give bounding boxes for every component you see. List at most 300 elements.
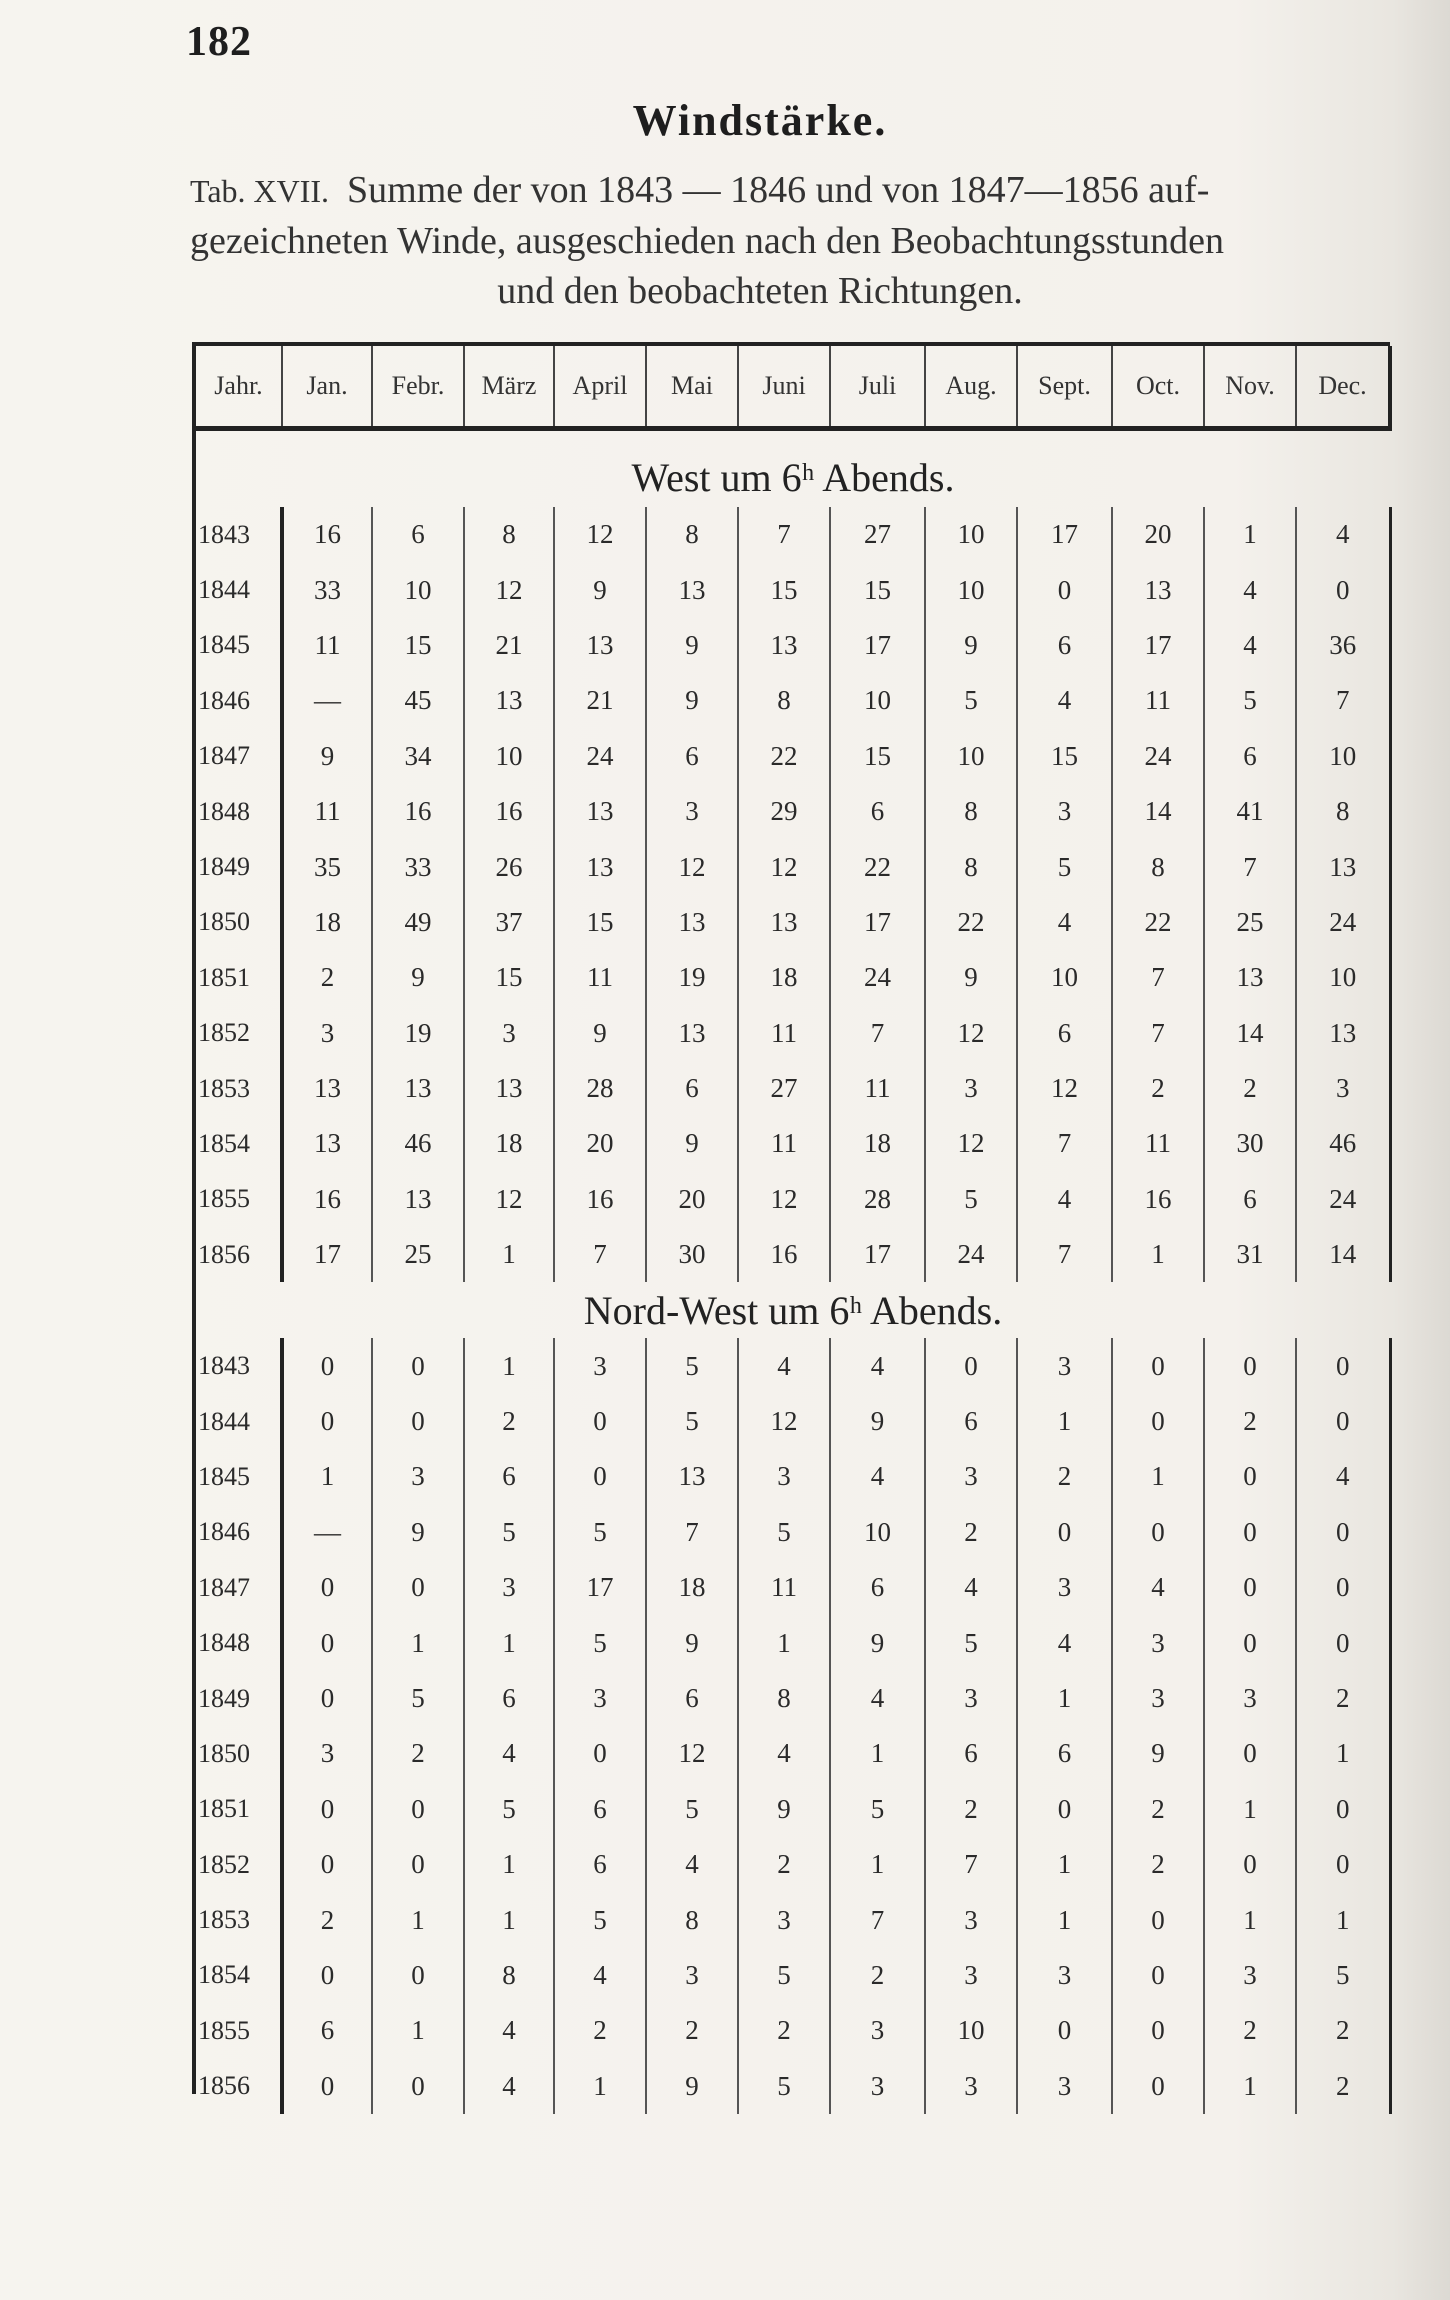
value-cell: 18 (646, 1560, 738, 1615)
table-row (196, 1227, 1390, 1282)
value-cell: 1 (464, 1227, 554, 1282)
year-cell: 1851 (196, 950, 282, 1005)
value-cell: 0 (282, 1671, 372, 1726)
value-cell: 1 (464, 1892, 554, 1947)
table-row (196, 1449, 1390, 1504)
value-cell: 12 (646, 1726, 738, 1781)
value-cell: 0 (925, 1338, 1017, 1393)
value-cell: 1 (738, 1615, 830, 1670)
value-cell: 4 (738, 1338, 830, 1393)
value-cell: 8 (738, 673, 830, 728)
value-cell: 21 (464, 618, 554, 673)
value-cell: 2 (1112, 1061, 1204, 1116)
table-row (196, 507, 1390, 562)
value-cell: 6 (554, 1837, 646, 1892)
column-header: Mai (646, 346, 738, 429)
value-cell: 6 (925, 1726, 1017, 1781)
value-cell: 5 (925, 673, 1017, 728)
value-cell: 0 (372, 1560, 464, 1615)
value-cell: 17 (1112, 618, 1204, 673)
table-row (196, 1782, 1390, 1837)
value-cell: 7 (1112, 1006, 1204, 1061)
value-cell: 7 (1112, 950, 1204, 1005)
value-cell: 2 (1204, 2003, 1296, 2058)
value-cell: 17 (1017, 507, 1112, 562)
value-cell: 2 (372, 1726, 464, 1781)
table-row (196, 1116, 1390, 1171)
table-row (196, 1338, 1390, 1393)
value-cell: 2 (738, 1837, 830, 1892)
value-cell: 21 (554, 673, 646, 728)
year-cell: 1851 (196, 1782, 282, 1837)
value-cell: 4 (830, 1671, 925, 1726)
value-cell: 6 (554, 1782, 646, 1837)
value-cell: 25 (372, 1227, 464, 1282)
value-cell: 0 (1204, 1726, 1296, 1781)
table-row (196, 1671, 1390, 1726)
table-row (196, 1006, 1390, 1061)
value-cell: 4 (1017, 1172, 1112, 1227)
year-cell: 1855 (196, 1172, 282, 1227)
value-cell: 37 (464, 895, 554, 950)
value-cell: 3 (464, 1560, 554, 1615)
column-header: Febr. (372, 346, 464, 429)
value-cell: 10 (1017, 950, 1112, 1005)
value-cell: 1 (554, 2059, 646, 2114)
wind-table (196, 346, 1392, 2114)
value-cell: 17 (830, 1227, 925, 1282)
value-cell: 0 (282, 1338, 372, 1393)
value-cell: 2 (554, 2003, 646, 2058)
value-cell: 17 (282, 1227, 372, 1282)
value-cell: 16 (464, 784, 554, 839)
year-cell: 1843 (196, 507, 282, 562)
value-cell: 7 (830, 1892, 925, 1947)
value-cell: 8 (464, 507, 554, 562)
value-cell: 36 (1296, 618, 1390, 673)
value-cell: 9 (646, 1615, 738, 1670)
value-cell: 17 (830, 895, 925, 950)
value-cell: 6 (646, 1671, 738, 1726)
year-cell: 1844 (196, 1394, 282, 1449)
year-cell: 1853 (196, 1892, 282, 1947)
value-cell: 13 (1204, 950, 1296, 1005)
value-cell: 19 (372, 1006, 464, 1061)
value-cell: 7 (1017, 1116, 1112, 1171)
value-cell: 4 (464, 1726, 554, 1781)
value-cell: 22 (738, 729, 830, 784)
value-cell: 11 (738, 1006, 830, 1061)
value-cell: 18 (282, 895, 372, 950)
value-cell: 46 (1296, 1116, 1390, 1171)
value-cell: 12 (464, 562, 554, 617)
value-cell: 3 (925, 1892, 1017, 1947)
value-cell: 12 (738, 1394, 830, 1449)
value-cell: 1 (464, 1338, 554, 1393)
value-cell: 0 (1112, 2059, 1204, 2114)
value-cell: 5 (738, 1948, 830, 2003)
value-cell: 3 (925, 1671, 1017, 1726)
value-cell: 3 (646, 1948, 738, 2003)
value-cell: 6 (1204, 729, 1296, 784)
value-cell: 6 (372, 507, 464, 562)
value-cell: 0 (1296, 562, 1390, 617)
value-cell: 3 (282, 1726, 372, 1781)
value-cell: 12 (925, 1116, 1017, 1171)
value-cell: 13 (554, 618, 646, 673)
value-cell: 0 (1112, 2003, 1204, 2058)
table-row (196, 729, 1390, 784)
value-cell: 14 (1112, 784, 1204, 839)
value-cell: 6 (830, 784, 925, 839)
value-cell: 15 (372, 618, 464, 673)
table-row (196, 895, 1390, 950)
wind-table-frame (192, 342, 1390, 2101)
caption-line-1-text: Summe der von 1843 — 1846 und von 1847—1856 auf- (347, 169, 1210, 211)
value-cell: 0 (282, 1615, 372, 1670)
year-cell: 1856 (196, 1227, 282, 1282)
section-heading: West um 6ʰ Abends. (631, 455, 955, 500)
value-cell: 45 (372, 673, 464, 728)
value-cell: 3 (925, 1449, 1017, 1504)
value-cell: 10 (925, 562, 1017, 617)
value-cell: 13 (282, 1116, 372, 1171)
value-cell: 6 (830, 1560, 925, 1615)
value-cell: 28 (554, 1061, 646, 1116)
value-cell: 3 (925, 1061, 1017, 1116)
value-cell: 7 (925, 1837, 1017, 1892)
value-cell: 1 (830, 1726, 925, 1781)
caption-line-1 (190, 165, 1390, 216)
value-cell: 11 (1112, 673, 1204, 728)
column-header: Juni (738, 346, 830, 429)
table-row (196, 1726, 1390, 1781)
value-cell: 6 (1017, 1006, 1112, 1061)
value-cell: 13 (738, 618, 830, 673)
year-cell: 1856 (196, 2059, 282, 2114)
value-cell: 6 (646, 729, 738, 784)
value-cell: 2 (1017, 1449, 1112, 1504)
value-cell: 13 (1112, 562, 1204, 617)
value-cell: 13 (646, 1006, 738, 1061)
value-cell: 5 (925, 1615, 1017, 1670)
value-cell: 10 (464, 729, 554, 784)
value-cell: 20 (646, 1172, 738, 1227)
value-cell: 9 (925, 950, 1017, 1005)
table-row (196, 950, 1390, 1005)
value-cell: 8 (925, 784, 1017, 839)
value-cell: 4 (1296, 507, 1390, 562)
value-cell: 3 (830, 2059, 925, 2114)
year-cell: 1845 (196, 618, 282, 673)
value-cell: 0 (1017, 562, 1112, 617)
value-cell: 24 (1296, 895, 1390, 950)
value-cell: 0 (1112, 1338, 1204, 1393)
value-cell: 3 (1112, 1671, 1204, 1726)
value-cell: 10 (925, 507, 1017, 562)
value-cell: 9 (554, 1006, 646, 1061)
value-cell: 5 (646, 1394, 738, 1449)
value-cell: 20 (1112, 507, 1204, 562)
value-cell: 9 (646, 618, 738, 673)
value-cell: 10 (1296, 950, 1390, 1005)
value-cell: 3 (646, 784, 738, 839)
value-cell: 2 (830, 1948, 925, 2003)
value-cell: 0 (1204, 1615, 1296, 1670)
value-cell: 28 (830, 1172, 925, 1227)
table-row (196, 562, 1390, 617)
value-cell: 0 (1296, 1837, 1390, 1892)
value-cell: 12 (925, 1006, 1017, 1061)
table-header-row (196, 346, 1390, 429)
value-cell: 2 (1204, 1061, 1296, 1116)
value-cell: 3 (1017, 1338, 1112, 1393)
value-cell: 11 (554, 950, 646, 1005)
value-cell: 8 (464, 1948, 554, 2003)
column-header: Nov. (1204, 346, 1296, 429)
value-cell: 17 (830, 618, 925, 673)
value-cell: 3 (372, 1449, 464, 1504)
value-cell: 2 (1296, 1671, 1390, 1726)
value-cell: 22 (925, 895, 1017, 950)
value-cell: 15 (738, 562, 830, 617)
value-cell: 7 (738, 507, 830, 562)
table-caption (190, 165, 1390, 316)
value-cell: — (282, 673, 372, 728)
year-cell: 1849 (196, 1671, 282, 1726)
year-cell: 1854 (196, 1948, 282, 2003)
value-cell: 24 (830, 950, 925, 1005)
value-cell: 0 (372, 1338, 464, 1393)
value-cell: 1 (1296, 1892, 1390, 1947)
value-cell: 5 (925, 1172, 1017, 1227)
value-cell: 0 (1296, 1615, 1390, 1670)
value-cell: 13 (646, 562, 738, 617)
value-cell: — (282, 1505, 372, 1560)
value-cell: 14 (1296, 1227, 1390, 1282)
value-cell: 1 (1112, 1449, 1204, 1504)
value-cell: 11 (282, 784, 372, 839)
value-cell: 16 (1112, 1172, 1204, 1227)
value-cell: 0 (554, 1726, 646, 1781)
year-cell: 1854 (196, 1116, 282, 1171)
value-cell: 3 (1017, 1948, 1112, 2003)
value-cell: 0 (1204, 1837, 1296, 1892)
value-cell: 7 (1017, 1227, 1112, 1282)
value-cell: 13 (646, 1449, 738, 1504)
value-cell: 0 (1296, 1560, 1390, 1615)
value-cell: 5 (738, 1505, 830, 1560)
year-cell: 1848 (196, 784, 282, 839)
value-cell: 6 (1204, 1172, 1296, 1227)
value-cell: 7 (646, 1505, 738, 1560)
value-cell: 0 (372, 1394, 464, 1449)
year-cell: 1847 (196, 729, 282, 784)
value-cell: 16 (282, 507, 372, 562)
value-cell: 9 (554, 562, 646, 617)
value-cell: 11 (1112, 1116, 1204, 1171)
value-cell: 2 (925, 1782, 1017, 1837)
value-cell: 4 (554, 1948, 646, 2003)
value-cell: 1 (464, 1615, 554, 1670)
value-cell: 4 (738, 1726, 830, 1781)
value-cell: 0 (372, 1782, 464, 1837)
value-cell: 4 (830, 1338, 925, 1393)
value-cell: 4 (1296, 1449, 1390, 1504)
value-cell: 10 (1296, 729, 1390, 784)
value-cell: 5 (372, 1671, 464, 1726)
value-cell: 2 (738, 2003, 830, 2058)
value-cell: 0 (282, 1782, 372, 1837)
year-cell: 1849 (196, 839, 282, 894)
value-cell: 13 (554, 784, 646, 839)
value-cell: 3 (1296, 1061, 1390, 1116)
value-cell: 24 (1296, 1172, 1390, 1227)
value-cell: 10 (372, 562, 464, 617)
value-cell: 1 (1112, 1227, 1204, 1282)
value-cell: 0 (554, 1449, 646, 1504)
value-cell: 4 (464, 2003, 554, 2058)
value-cell: 0 (372, 2059, 464, 2114)
value-cell: 4 (830, 1449, 925, 1504)
value-cell: 0 (1204, 1338, 1296, 1393)
value-cell: 13 (464, 673, 554, 728)
value-cell: 1 (1204, 2059, 1296, 2114)
value-cell: 13 (464, 1061, 554, 1116)
value-cell: 29 (738, 784, 830, 839)
value-cell: 31 (1204, 1227, 1296, 1282)
column-header: Oct. (1112, 346, 1204, 429)
value-cell: 0 (1204, 1449, 1296, 1504)
value-cell: 3 (830, 2003, 925, 2058)
value-cell: 10 (830, 673, 925, 728)
year-cell: 1845 (196, 1449, 282, 1504)
value-cell: 19 (646, 950, 738, 1005)
value-cell: 5 (554, 1505, 646, 1560)
value-cell: 0 (282, 1837, 372, 1892)
table-row (196, 1172, 1390, 1227)
value-cell: 12 (646, 839, 738, 894)
value-cell: 16 (282, 1172, 372, 1227)
value-cell: 5 (646, 1338, 738, 1393)
value-cell: 9 (646, 673, 738, 728)
value-cell: 1 (372, 1892, 464, 1947)
value-cell: 16 (738, 1227, 830, 1282)
table-row (196, 839, 1390, 894)
value-cell: 5 (464, 1505, 554, 1560)
table-row (196, 1615, 1390, 1670)
value-cell: 18 (830, 1116, 925, 1171)
table-row (196, 1394, 1390, 1449)
value-cell: 33 (282, 562, 372, 617)
value-cell: 2 (1296, 2059, 1390, 2114)
value-cell: 6 (646, 1061, 738, 1116)
value-cell: 0 (1296, 1338, 1390, 1393)
value-cell: 13 (1296, 839, 1390, 894)
value-cell: 6 (464, 1671, 554, 1726)
year-cell: 1850 (196, 895, 282, 950)
value-cell: 3 (738, 1449, 830, 1504)
value-cell: 0 (1296, 1782, 1390, 1837)
column-header: Juli (830, 346, 925, 429)
column-header: Aug. (925, 346, 1017, 429)
value-cell: 3 (282, 1006, 372, 1061)
table-row (196, 2059, 1390, 2114)
value-cell: 18 (464, 1116, 554, 1171)
value-cell: 8 (646, 1892, 738, 1947)
value-cell: 7 (1204, 839, 1296, 894)
value-cell: 1 (1204, 1782, 1296, 1837)
value-cell: 27 (738, 1061, 830, 1116)
value-cell: 2 (646, 2003, 738, 2058)
value-cell: 46 (372, 1116, 464, 1171)
value-cell: 2 (282, 1892, 372, 1947)
value-cell: 12 (464, 1172, 554, 1227)
value-cell: 8 (1112, 839, 1204, 894)
value-cell: 9 (925, 618, 1017, 673)
value-cell: 5 (830, 1782, 925, 1837)
value-cell: 3 (1204, 1671, 1296, 1726)
value-cell: 7 (554, 1227, 646, 1282)
value-cell: 17 (554, 1560, 646, 1615)
year-cell: 1848 (196, 1615, 282, 1670)
value-cell: 5 (1017, 839, 1112, 894)
value-cell: 41 (1204, 784, 1296, 839)
value-cell: 8 (925, 839, 1017, 894)
value-cell: 1 (372, 1615, 464, 1670)
value-cell: 3 (1017, 2059, 1112, 2114)
value-cell: 1 (830, 1837, 925, 1892)
section-heading-row (196, 1282, 1390, 1338)
value-cell: 11 (738, 1560, 830, 1615)
value-cell: 4 (1204, 562, 1296, 617)
table-row (196, 673, 1390, 728)
value-cell: 5 (554, 1892, 646, 1947)
value-cell: 2 (282, 950, 372, 1005)
value-cell: 5 (1296, 1948, 1390, 2003)
value-cell: 4 (1112, 1560, 1204, 1615)
value-cell: 9 (372, 950, 464, 1005)
value-cell: 13 (1296, 1006, 1390, 1061)
table-row (196, 1948, 1390, 2003)
value-cell: 4 (1204, 618, 1296, 673)
value-cell: 8 (646, 507, 738, 562)
value-cell: 2 (925, 1505, 1017, 1560)
column-header: März (464, 346, 554, 429)
value-cell: 0 (1017, 1782, 1112, 1837)
value-cell: 15 (1017, 729, 1112, 784)
value-cell: 3 (1204, 1948, 1296, 2003)
column-header: Sept. (1017, 346, 1112, 429)
value-cell: 0 (282, 1394, 372, 1449)
value-cell: 11 (830, 1061, 925, 1116)
value-cell: 9 (646, 2059, 738, 2114)
value-cell: 22 (830, 839, 925, 894)
value-cell: 0 (1112, 1394, 1204, 1449)
value-cell: 4 (1017, 895, 1112, 950)
value-cell: 1 (1204, 1892, 1296, 1947)
column-header: Jan. (282, 346, 372, 429)
value-cell: 2 (1112, 1782, 1204, 1837)
value-cell: 0 (1112, 1948, 1204, 2003)
table-body (196, 429, 1390, 2114)
value-cell: 3 (1017, 1560, 1112, 1615)
value-cell: 16 (554, 1172, 646, 1227)
year-cell: 1852 (196, 1006, 282, 1061)
value-cell: 0 (1112, 1892, 1204, 1947)
value-cell: 9 (1112, 1726, 1204, 1781)
value-cell: 5 (646, 1782, 738, 1837)
